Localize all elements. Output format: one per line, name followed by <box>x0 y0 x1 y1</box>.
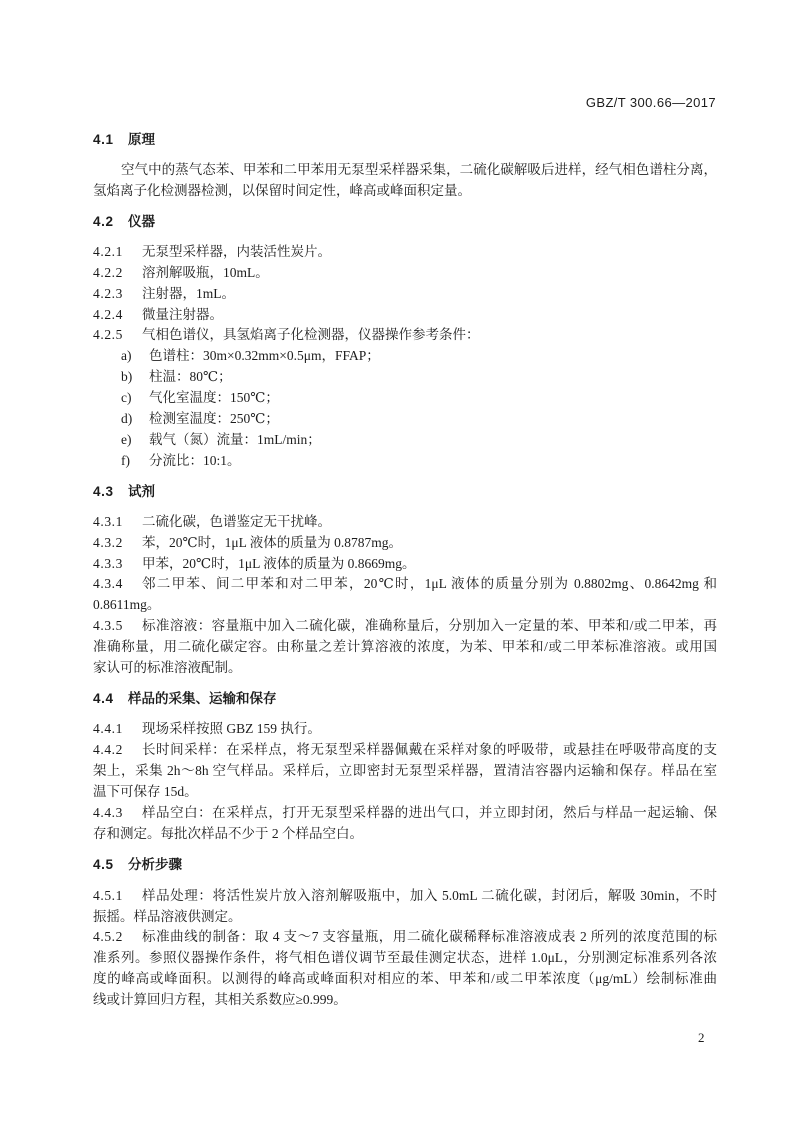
standard-code-header: GBZ/T 300.66—2017 <box>585 95 716 110</box>
list-item-text: 载气（氮）流量：1mL/min； <box>149 432 321 447</box>
list-item-label: c) <box>121 390 132 405</box>
clause-number: 4.2.4 <box>93 307 123 322</box>
clause-text: 注射器，1mL。 <box>142 286 235 301</box>
clause-number: 4.5.1 <box>93 888 123 903</box>
clause-text: 气相色谱仪，具氢焰离子化检测器，仪器操作参考条件： <box>142 327 480 342</box>
clause-text: 长时间采样：在采样点，将无泵型采样器佩戴在采样对象的呼吸带，或悬挂在呼吸带高度的支 <box>142 742 717 757</box>
list-item-text: 分流比：10:1。 <box>149 453 241 468</box>
section-title: 原理 <box>128 132 155 147</box>
clause-text: 线或计算回归方程，其相关系数应≥0.999。 <box>93 992 347 1007</box>
clause-number: 4.2.1 <box>93 244 123 259</box>
list-item-label: b) <box>121 369 133 384</box>
section-number: 4.4 <box>93 691 114 706</box>
section-number: 4.2 <box>93 214 114 229</box>
section-number: 4.1 <box>93 132 114 147</box>
section-number: 4.5 <box>93 857 114 872</box>
clause-text: 架上，采集 2h～8h 空气样品。采样后，立即密封无泵型采样器，置清洁容器内运输和保存。样品在室 <box>93 763 717 778</box>
clause-text: 邻二甲苯、间二甲苯和对二甲苯，20℃时，1μL 液体的质量分别为 0.8802mg、0.8642mg 和 <box>142 576 717 591</box>
section-number: 4.3 <box>93 484 114 499</box>
list-item-label: e) <box>121 432 132 447</box>
list-item-text: 气化室温度：150℃； <box>149 390 279 405</box>
clause-number: 4.4.1 <box>93 721 123 736</box>
clause-number: 4.4.2 <box>93 742 123 757</box>
clause-number: 4.2.5 <box>93 327 123 342</box>
clause-text: 苯，20℃时，1μL 液体的质量为 0.8787mg。 <box>142 535 402 550</box>
clause-text: 温下可保存 15d。 <box>93 784 198 799</box>
clause-text: 准系列。参照仪器操作条件，将气相色谱仪调节至最佳测定状态，进样 1.0μL，分别测定标准系列各浓 <box>93 950 717 965</box>
clause-number: 4.2.2 <box>93 265 123 280</box>
clause-number: 4.5.2 <box>93 929 123 944</box>
clause-number: 4.3.5 <box>93 618 123 633</box>
section-title: 样品的采集、运输和保存 <box>128 691 277 706</box>
clause-text: 准确称量，用二硫化碳定容。由称量之差计算溶液的浓度，为苯、甲苯和/或二甲苯标准溶液。或用国 <box>93 639 717 654</box>
clause-text: 标准溶液：容量瓶中加入二硫化碳，准确称量后，分别加入一定量的苯、甲苯和/或二甲苯，再 <box>142 618 717 633</box>
clause-number: 4.3.4 <box>93 576 123 591</box>
clause-number: 4.3.1 <box>93 514 123 529</box>
clause-text: 现场采样按照 GBZ 159 执行。 <box>142 721 321 736</box>
page-number: 2 <box>698 1030 705 1045</box>
list-item-label: f) <box>121 453 130 468</box>
clause-text: 甲苯，20℃时，1μL 液体的质量为 0.8669mg。 <box>142 556 416 571</box>
clause-text: 溶剂解吸瓶，10mL。 <box>142 265 269 280</box>
clause-text: 二硫化碳，色谱鉴定无干扰峰。 <box>142 514 331 529</box>
clause-text: 0.8611mg。 <box>93 597 161 612</box>
clause-text: 微量注射器。 <box>142 307 223 322</box>
section-title: 分析步骤 <box>128 857 182 872</box>
clause-text: 样品空白：在采样点，打开无泵型采样器的进出气口，并立即封闭，然后与样品一起运输、保 <box>142 805 717 820</box>
clause-text: 样品处理：将活性炭片放入溶剂解吸瓶中，加入 5.0mL 二硫化碳，封闭后，解吸 30min，不时 <box>142 888 717 903</box>
clause-number: 4.2.3 <box>93 286 123 301</box>
section-title: 试剂 <box>128 484 155 499</box>
section-title: 仪器 <box>128 214 155 229</box>
paragraph-line: 氢焰离子化检测器检测，以保留时间定性，峰高或峰面积定量。 <box>93 183 471 198</box>
clause-number: 4.3.2 <box>93 535 123 550</box>
list-item-text: 色谱柱：30m×0.32mm×0.5μm，FFAP； <box>149 348 380 363</box>
clause-text: 振摇。样品溶液供测定。 <box>93 909 242 924</box>
clause-text: 存和测定。每批次样品不少于 2 个样品空白。 <box>93 826 363 841</box>
list-item-text: 柱温：80℃； <box>149 369 232 384</box>
clause-text: 家认可的标准溶液配制。 <box>93 660 242 675</box>
clause-text: 度的峰高或峰面积。以测得的峰高或峰面积对相应的苯、甲苯和/或二甲苯浓度（μg/mL）绘制标准曲 <box>93 971 717 986</box>
paragraph-line: 空气中的蒸气态苯、甲苯和二甲苯用无泵型采样器采集，二硫化碳解吸后进样，经气相色谱柱分离， <box>121 162 717 177</box>
list-item-label: d) <box>121 411 133 426</box>
clause-number: 4.3.3 <box>93 556 123 571</box>
list-item-label: a) <box>121 348 132 363</box>
clause-number: 4.4.3 <box>93 805 123 820</box>
clause-text: 标准曲线的制备：取 4 支～7 支容量瓶，用二硫化碳稀释标准溶液成表 2 所列的浓度范围的标 <box>142 929 717 944</box>
list-item-text: 检测室温度：250℃； <box>149 411 279 426</box>
clause-text: 无泵型采样器，内装活性炭片。 <box>142 244 331 259</box>
